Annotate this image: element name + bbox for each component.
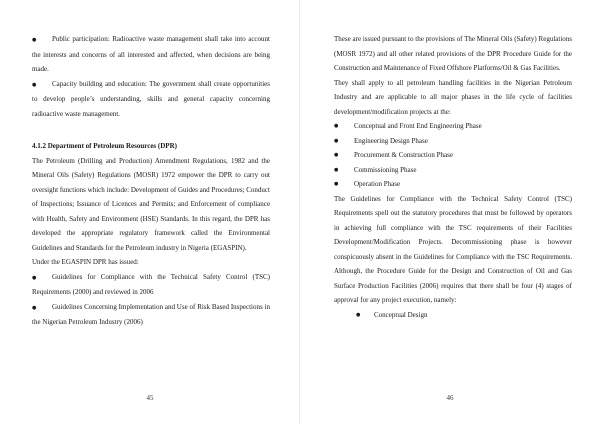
right-page <box>300 0 600 424</box>
bullet-icon: ● <box>334 181 339 187</box>
bullet-risk-inspection-guidelines: ● Guidelines Concerning Implementation and Use of Risk Based Inspections in the Nigerian Petroleum Industry (2006) <box>32 302 270 326</box>
bullet-tsc-guidelines: ● Guidelines for Compliance with the Technical Safety Control (TSC) Requirements (2000) and reviewed in 2006 <box>32 272 270 296</box>
under-egaspin-line: Under the EGASPIN DPR has issued: <box>32 258 139 266</box>
bullet-capacity-building: ● Capacity building and education: The government shall create opportunities to develop people’s understanding, skills and general capacity concerning radioactive waste management. <box>32 79 270 118</box>
bullet-public-participation: ● Public participation: Radioactive waste management shall take into account the interests and concerns of all interested and affected, when decisions are being made. <box>32 35 270 73</box>
phase-item: ● Engineering Design Phase <box>334 134 572 149</box>
bullet-icon: ● <box>356 311 361 318</box>
section-heading: 4.1.2 Department of Petroleum Resources (DPR) <box>32 142 177 150</box>
applicability-paragraph: They shall apply to all petroleum handling facilities in the Nigerian Petroleum Industry and are applicable to all major phases in the life cycle of facilities development/modification projects at the: <box>334 78 572 116</box>
bullet-icon: ● <box>32 274 37 281</box>
bullet-icon: ● <box>32 304 37 311</box>
right-page-content <box>334 32 572 322</box>
left-page-content <box>32 32 270 330</box>
tsc-paragraph: The Guidelines for Compliance with the Technical Safety Control (TSC) Requirements spell out the statutory procedures that must be followed by operators in achieving full compliance with the TSC requirements of their Facilities Development/Modification Projects. Decommissioning phase is however conspicuously absent in the Guidelines for Compliance with the TSC Requirements. Although, the Procedure Guide for the Design and Construction of Oil and Gas Surface Production Facilities (2006) requires that there shall be four (4) stages of approval for any project execution, namely: <box>334 194 572 304</box>
approval-stage-item: ● Conceptual Design <box>334 308 572 323</box>
phase-item: ● Commissioning Phase <box>334 163 572 178</box>
mosr-paragraph: These are issued pursuant to the provisions of The Mineral Oils (Safety) Regulations (MOSR 1972) and all other related provisions of the DPR Procedure Guide for the Construction and Maintenance of Fixed Offshore Platforms/Oil & Gas Facilities. <box>334 35 572 72</box>
bullet-icon: ● <box>32 81 37 88</box>
bullet-icon: ● <box>334 137 339 144</box>
phase-item: ● Operation Phase <box>334 177 572 192</box>
page-number: 45 <box>146 394 154 402</box>
bullet-icon: ● <box>334 166 339 173</box>
bullet-icon: ● <box>32 37 37 43</box>
dpr-paragraph: The Petroleum (Drilling and Production) Amendment Regulations, 1982 and the Mineral Oils (Safety) Regulations (MOSR) 1972 empower the DPR to carry out oversight functions which include: Development of Guides and Procedures; Conduct of Inspections; Issuance of Licences and Permits; and Enforcement of compliance with Health, Safety and Environment (HSE) Standards. In this regard, the DPR has developed the appropriate regulatory framework called the Environmental Guidelines and Standards for the Petroleum industry in Nigeria (EGASPIN). <box>32 156 270 252</box>
phase-item: ● Conceptual and Front End Engineering Phase <box>334 119 572 134</box>
bullet-icon: ● <box>334 152 339 158</box>
bullet-icon: ● <box>334 123 339 129</box>
phase-item: ● Procurement & Construction Phase <box>334 148 572 163</box>
page-number: 46 <box>446 394 454 402</box>
